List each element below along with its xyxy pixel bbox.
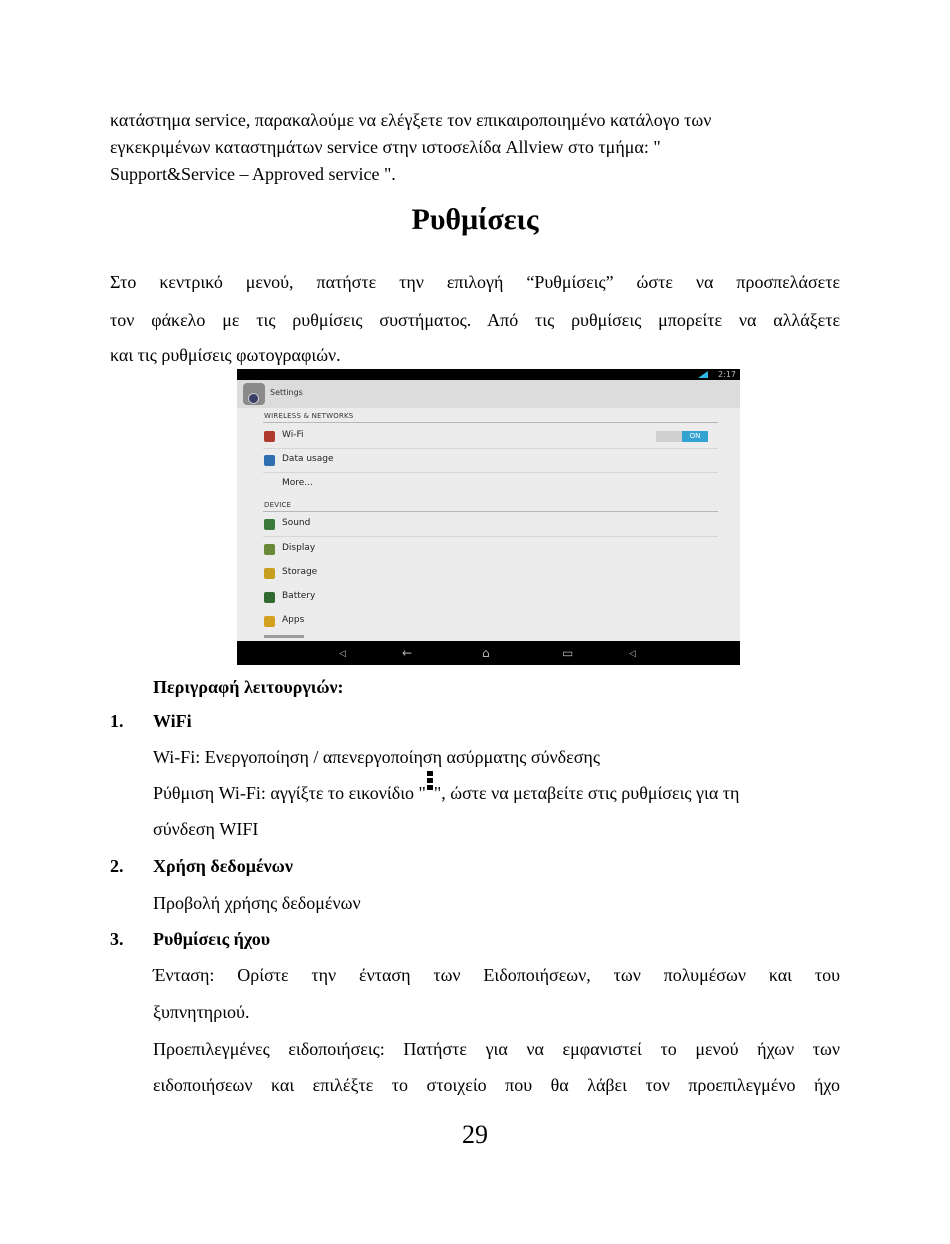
settings-screenshot (237, 369, 740, 665)
settings-item-label: Data usage (282, 454, 334, 464)
intro-line-3: Support&Service – Approved service ". (110, 164, 396, 184)
back-icon[interactable]: ← (402, 646, 413, 660)
page-number: 29 (462, 1120, 488, 1149)
next-section-peek (264, 635, 304, 638)
navigation-bar (237, 641, 740, 665)
display-icon (264, 544, 275, 555)
item-number: 1. (110, 711, 124, 731)
data-usage-line-1: Προβολή χρήσης δεδομένων (153, 893, 361, 913)
settings-item-label: Battery (282, 591, 316, 601)
section-device: DEVICE (264, 501, 292, 509)
status-clock: 2:17 (718, 370, 736, 379)
gear-icon (248, 393, 259, 404)
item-title-data-usage: Χρήση δεδομένων (153, 856, 293, 876)
wifi-line-2 (153, 780, 840, 807)
section-heading: Ρυθμίσεις (411, 203, 539, 236)
para-line-1: Στο κεντρικό μενού, πατήστε την επιλογή “Ρυθμίσεις” ώστε να προσπελάσετε (110, 272, 840, 292)
data-usage-icon (264, 455, 275, 466)
intro-line-1: κατάστημα service, παρακαλούμε να ελέγξετε τον επικαιροποιημένο κατάλογο των (110, 110, 712, 130)
row-divider (263, 448, 718, 449)
overflow-menu-icon (426, 783, 434, 801)
section-divider (263, 511, 718, 512)
wifi-signal-icon (698, 371, 708, 378)
settings-item-label: More... (282, 478, 313, 488)
volume-down-icon[interactable]: ◁ (339, 649, 346, 659)
para-line-3: και τις ρυθμίσεις φωτογραφιών. (110, 345, 341, 365)
item-number: 2. (110, 856, 124, 876)
wifi-line-2-post: ", ώστε να μεταβείτε στις ρυθμίσεις για τη (433, 783, 740, 803)
sound-line-2: ξυπνητηριού. (153, 1002, 250, 1022)
sound-line-3: Προεπιλεγμένες ειδοποιήσεις: Πατήστε για να εμφανιστεί το μενού ήχων των (153, 1039, 840, 1059)
sound-line-1: Ένταση: Ορίστε την ένταση των Ειδοποιήσεων, των πολυμέσων και του (153, 965, 840, 985)
action-bar-title: Settings (270, 388, 303, 397)
volume-up-icon[interactable]: ◁ (629, 649, 636, 659)
item-title-sound: Ρυθμίσεις ήχου (153, 929, 271, 949)
sound-icon (264, 519, 275, 530)
status-bar (237, 369, 740, 380)
section-wireless-networks: WIRELESS & NETWORKS (264, 412, 354, 420)
settings-item-label: Apps (282, 615, 305, 625)
recent-apps-icon[interactable]: ▭ (562, 646, 574, 660)
intro-line-2: εγκεκριμένων καταστημάτων service στην ιστοσελίδα Allview στο τμήμα: " (110, 137, 661, 157)
settings-item-label: Storage (282, 567, 318, 577)
wifi-line-1: Wi-Fi: Ενεργοποίηση / απενεργοποίηση ασύρματης σύνδεσης (153, 747, 600, 767)
row-divider (263, 472, 718, 473)
apps-icon (264, 616, 275, 627)
features-heading: Περιγραφή λειτουργιών: (153, 677, 344, 697)
settings-item-label: Wi-Fi (282, 430, 304, 440)
sound-line-4: ειδοποιήσεων και επιλέξτε το στοιχείο που θα λάβει τον προεπιλεγμένο ήχο (153, 1075, 840, 1095)
wifi-toggle[interactable] (656, 431, 708, 442)
action-bar (237, 380, 740, 408)
row-divider (263, 536, 718, 537)
section-divider (263, 422, 718, 423)
settings-item-label: Sound (282, 518, 311, 528)
para-line-2: τον φάκελο με τις ρυθμίσεις συστήματος. Από τις ρυθμίσεις μπορείτε να αλλάξετε (110, 310, 840, 330)
battery-icon (264, 592, 275, 603)
settings-app-icon[interactable] (243, 383, 265, 405)
item-number: 3. (110, 929, 124, 949)
wifi-line-2-pre: Ρύθμιση Wi-Fi: αγγίξτε το εικονίδιο " (153, 783, 426, 803)
wifi-line-3: σύνδεση WIFI (153, 819, 259, 839)
home-icon[interactable]: ⌂ (482, 646, 490, 660)
item-title-wifi: WiFi (153, 711, 192, 731)
toggle-on-state: ON (682, 431, 708, 442)
storage-icon (264, 568, 275, 579)
settings-item-label: Display (282, 543, 316, 553)
wifi-icon (264, 431, 275, 442)
